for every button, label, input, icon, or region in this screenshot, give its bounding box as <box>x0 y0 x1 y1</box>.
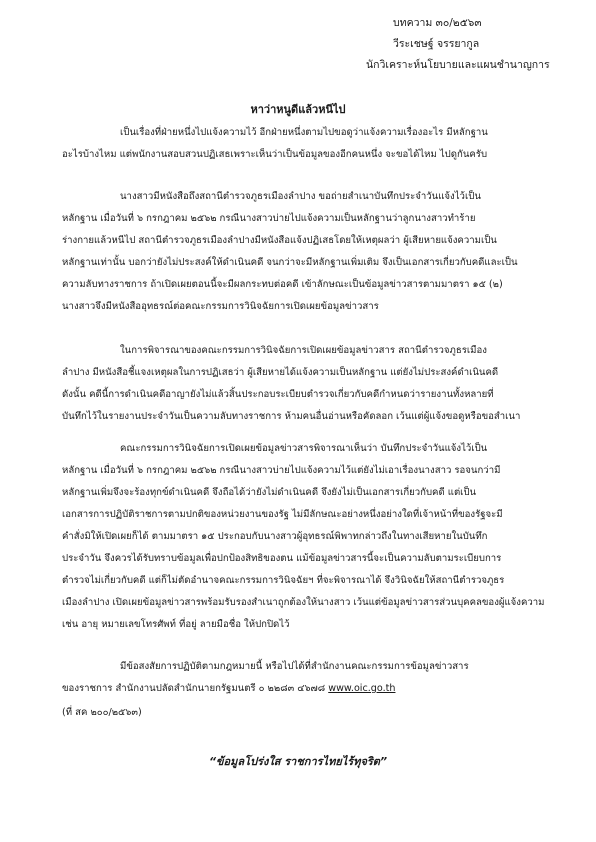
contact-phone: ๐ ๒๒๘๓ ๔๖๗๘ <box>258 683 326 694</box>
article-number: บทความ ๓๐/๒๕๖๓ <box>393 17 482 29</box>
paragraph-2-line-1: นางสาวมีหนังสือถึงสถานีตำรวจภูธรเมืองลำปาง ขอถ่ายสำเนาบันทึกประจำวันแจ้งไว้เป็น <box>120 191 481 202</box>
author-name: วีระเชษฐ์ จรรยากูล <box>393 38 480 50</box>
author-position: นักวิเคราะห์นโยบายและแผนชำนาญการ <box>366 59 550 71</box>
paragraph-2-line-5: ความลับทางราชการ ถ้าเปิดเผยตอนนี้จะมีผลกระทบต่อคดี เข้าลักษณะเป็นข้อมูลข่าวสารตามมาตรา ๑๕ (๒) <box>62 279 503 290</box>
paragraph-2-line-6: นางสาวจึงมีหนังสืออุทธรณ์ต่อคณะกรรมการวินิจฉัยการเปิดเผยข้อมูลข่าวสาร <box>62 301 379 312</box>
paragraph-5-line-1: มีข้อสงสัยการปฏิบัติตามกฎหมายนี้ หรือไปได้ที่สำนักงานคณะกรรมการข้อมูลข่าวสาร <box>120 661 469 672</box>
paragraph-3-line-4: บันทึกไว้ในรายงานประจำวันเป็นความลับทางราชการ ห้ามคนอื่นอ่านหรือคัดลอก เว้นแต่ผู้แจ้งขอดูหรือขอสำเนา <box>62 411 521 422</box>
paragraph-4-line-6: ประจำวัน จึงควรได้รับทราบข้อมูลเพื่อปกป้องสิทธิของตน แม้ข้อมูลข่าวสารนี้จะเป็นความลับตามระเบียบการ <box>62 553 502 564</box>
paragraph-2-line-3: ร่างกายแล้วหนีไป สถานีตำรวจภูธรเมืองลำปางมีหนังสือแจ้งปฏิเสธโดยให้เหตุผลว่า ผู้เสียหายแจ้งความเป็น <box>62 235 497 246</box>
paragraph-4-line-7: ตำรวจไม่เกี่ยวกับคดี แต่ก็ไม่ตัดอำนาจคณะกรรมการวินิจฉัยฯ ที่จะพิจารณาได้ จึงวินิจฉัยให้สถานีตำรวจภูธร <box>62 575 505 586</box>
paragraph-4-line-4: เอกสารการปฏิบัติราชการตามปกติของหน่วยงานของรัฐ ไม่มีลักษณะอย่างหนึ่งอย่างใดที่เจ้าหน้าที่ของรัฐจะมี <box>62 509 503 520</box>
paragraph-4-line-1: คณะกรรมการวินิจฉัยการเปิดเผยข้อมูลข่าวสารพิจารณาเห็นว่า บันทึกประจำวันแจ้งไว้เป็น <box>120 443 488 454</box>
paragraph-4-line-2: หลักฐาน เมื่อวันที่ ๖ กรกฎาคม ๒๕๖๒ กรณีนางสาวบ่ายไปแจ้งความไว้แต่ยังไม่เอาเรื่องนางสาว รอจนกว่ามี <box>62 465 501 476</box>
contact-office: ของราชการ สำนักงานปลัดสำนักนายกรัฐมนตรี <box>62 683 259 694</box>
contact-website-link[interactable]: www.oic.go.th <box>328 683 396 694</box>
paragraph-2-line-4: หลักฐานเท่านั้น บอกว่ายังไม่ประสงค์ให้ดำเนินคดี จนกว่าจะมีหลักฐานเพิ่มเติม จึงเป็นเอกสารเกี่ยวกับคดีและเป็น <box>62 257 518 268</box>
paragraph-3-line-2: ลำปาง มีหนังสือชี้แจงเหตุผลในการปฏิเสธว่า ผู้เสียหายได้แจ้งความเป็นหลักฐาน แต่ยังไม่ประสงค์ดำเนินคดี <box>62 367 499 378</box>
paragraph-4-line-9: เช่น อายุ หมายเลขโทรศัพท์ ที่อยู่ ลายมือชื่อ ให้ปกปิดไว้ <box>62 619 290 630</box>
paragraph-1-line-1: เป็นเรื่องที่ฝ่ายหนึ่งไปแจ้งความไว้ อีกฝ่ายหนึ่งตามไปขอดูว่าแจ้งความเรื่องอะไร มีหลักฐาน <box>120 127 488 138</box>
slogan: “ข้อมูลโปร่งใส ราชการไทยไร้ทุจริต” <box>208 755 388 768</box>
paragraph-4-line-5: คำสั่งมิให้เปิดเผยก็ได้ ตามมาตรา ๑๕ ประกอบกับนางสาวผู้อุทธรณ์พิพาทกล่าวถึงในทางเสียหายในบันทึก <box>62 531 488 542</box>
paragraph-4-line-8: เมืองลำปาง เปิดเผยข้อมูลข่าวสารพร้อมรับรองสำเนาถูกต้องให้นางสาว เว้นแต่ข้อมูลข่าวสารส่วนบุคคลของผู้แจ้งความ <box>62 597 545 608</box>
paragraph-1-line-2: อะไรบ้างไหม แต่พนักงานสอบสวนปฏิเสธเพราะเห็นว่าเป็นข้อมูลของอีกคนหนึ่ง จะขอได้ไหม ไปดูกันครับ <box>62 149 488 160</box>
paragraph-2-line-2: หลักฐาน เมื่อวันที่ ๖ กรกฎาคม ๒๕๖๒ กรณีนางสาวบ่ายไปแจ้งความเป็นหลักฐานว่าลูกนางสาวทำร้าย <box>62 213 476 224</box>
reference-number: (ที่ สค ๒๐๐/๒๕๖๓) <box>62 707 142 718</box>
article-title: หาว่าหนูดีแล้วหนีไป <box>250 103 346 116</box>
paragraph-3-line-3: ดังนั้น คดีนี้การดำเนินคดีอาญายังไม่แล้วสิ้นประกอบระเบียบตำรวจเกี่ยวกับคดีกำหนดว่ารายงานทั้งหลายที่ <box>62 389 494 400</box>
paragraph-4-line-3: หลักฐานเพิ่มจึงจะร้องทุกข์ดำเนินคดี จึงถือได้ว่ายังไม่ดำเนินคดี จึงยังไม่เป็นเอกสารเกี่ยวกับคดี แต่เป็น <box>62 487 477 498</box>
paragraph-3-line-1: ในการพิจารณาของคณะกรรมการวินิจฉัยการเปิดเผยข้อมูลข่าวสาร สถานีตำรวจภูธรเมือง <box>120 345 487 356</box>
contact-line <box>62 683 395 695</box>
